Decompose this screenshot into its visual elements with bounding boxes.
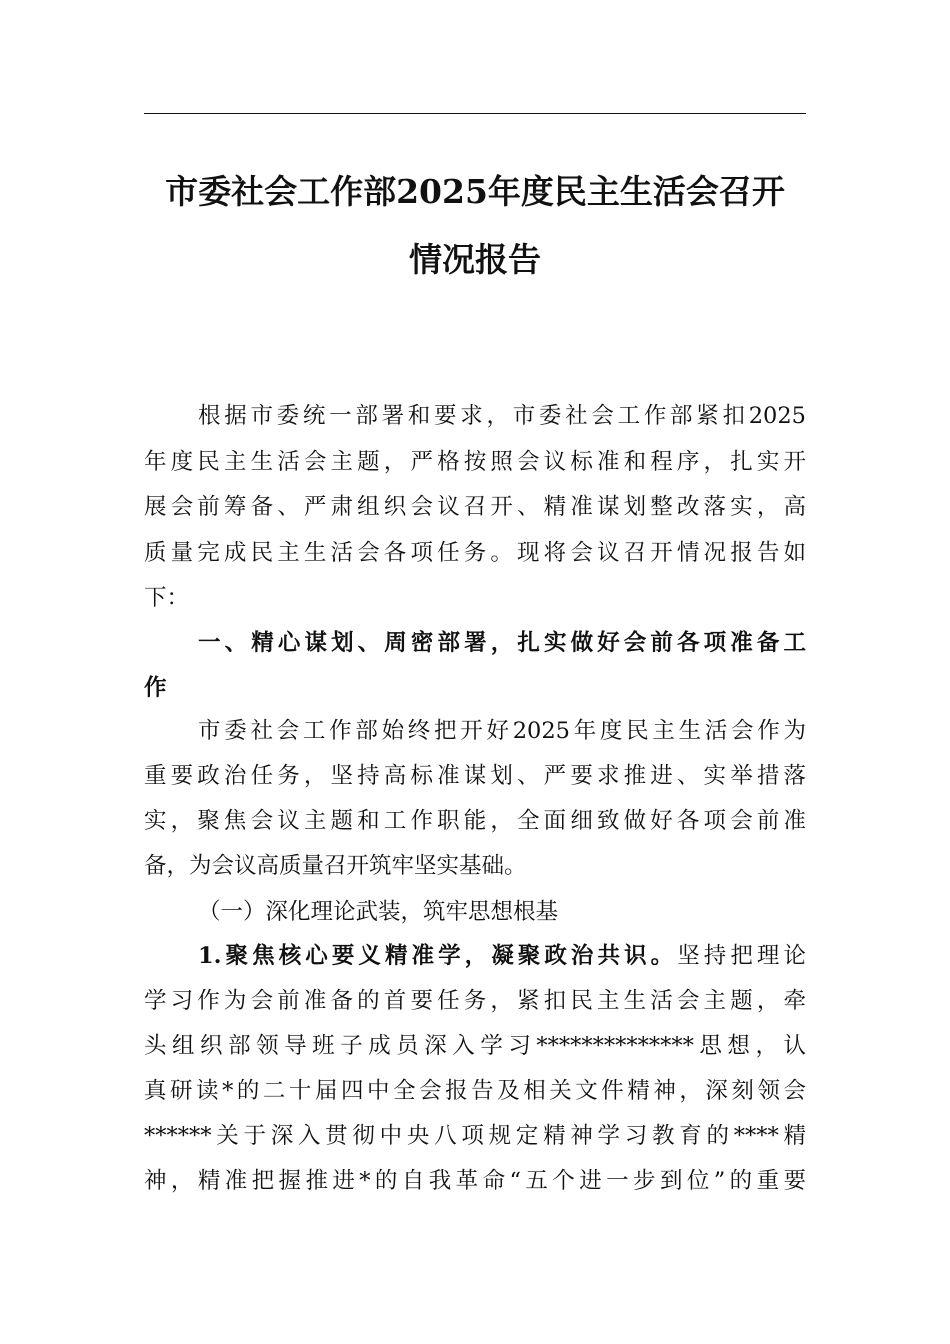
paragraph-2-line-2: 重要政治任务，坚持高标准谋划、严要求推进、实举措落 <box>144 763 806 789</box>
paragraph-1-line-1: 根据市委统一部署和要求，市委社会工作部紧扣2025 <box>198 403 806 429</box>
paragraph-2-line-1: 市委社会工作部始终把开好2025年度民主生活会作为 <box>198 718 806 744</box>
document-title-line-2: 情况报告 <box>409 240 541 279</box>
paragraph-1-line-5: 下： <box>144 585 190 611</box>
item-1-rest: 坚持把理论 <box>677 943 806 969</box>
header-rule <box>144 113 806 114</box>
item-1-bold-lead: 1.聚焦核心要义精准学，凝聚政治共识。 <box>198 943 678 969</box>
section-heading-1-line-1: 一、精心谋划、周密部署，扎实做好会前各项准备工 <box>198 630 806 656</box>
item-1-line-1 <box>198 941 806 971</box>
document-title-line-1: 市委社会工作部2025年度民主生活会召开 <box>165 172 785 211</box>
item-1-line-5: ******关于深入贯彻中央八项规定精神学习教育的****精 <box>144 1123 806 1149</box>
paragraph-1-line-3: 展会前筹备、严肃组织会议召开、精准谋划整改落实，高 <box>144 494 806 520</box>
paragraph-1-line-2: 年度民主生活会主题，严格按照会议标准和程序，扎实开 <box>144 449 806 475</box>
item-1-line-2: 学习作为会前准备的首要任务，紧扣民主生活会主题，牵 <box>144 988 806 1014</box>
item-1-line-4: 真研读*的二十届四中全会报告及相关文件精神，深刻领会 <box>144 1078 806 1104</box>
paragraph-2-line-4: 备，为会议高质量召开筑牢坚实基础。 <box>144 853 527 879</box>
paragraph-2-line-3: 实，聚焦会议主题和工作职能，全面细致做好各项会前准 <box>144 808 806 834</box>
item-1-line-6: 神，精准把握推进*的自我革命“五个进一步到位”的重要 <box>144 1168 806 1194</box>
section-heading-1-line-2: 作 <box>144 675 167 701</box>
item-1-line-3: 头组织部领导班子成员深入学习**************思想，认 <box>144 1033 806 1059</box>
subheading-1: （一）深化理论武装，筑牢思想根基 <box>198 899 559 925</box>
paragraph-1-line-4: 质量完成民主生活会各项任务。现将会议召开情况报告如 <box>144 540 806 566</box>
